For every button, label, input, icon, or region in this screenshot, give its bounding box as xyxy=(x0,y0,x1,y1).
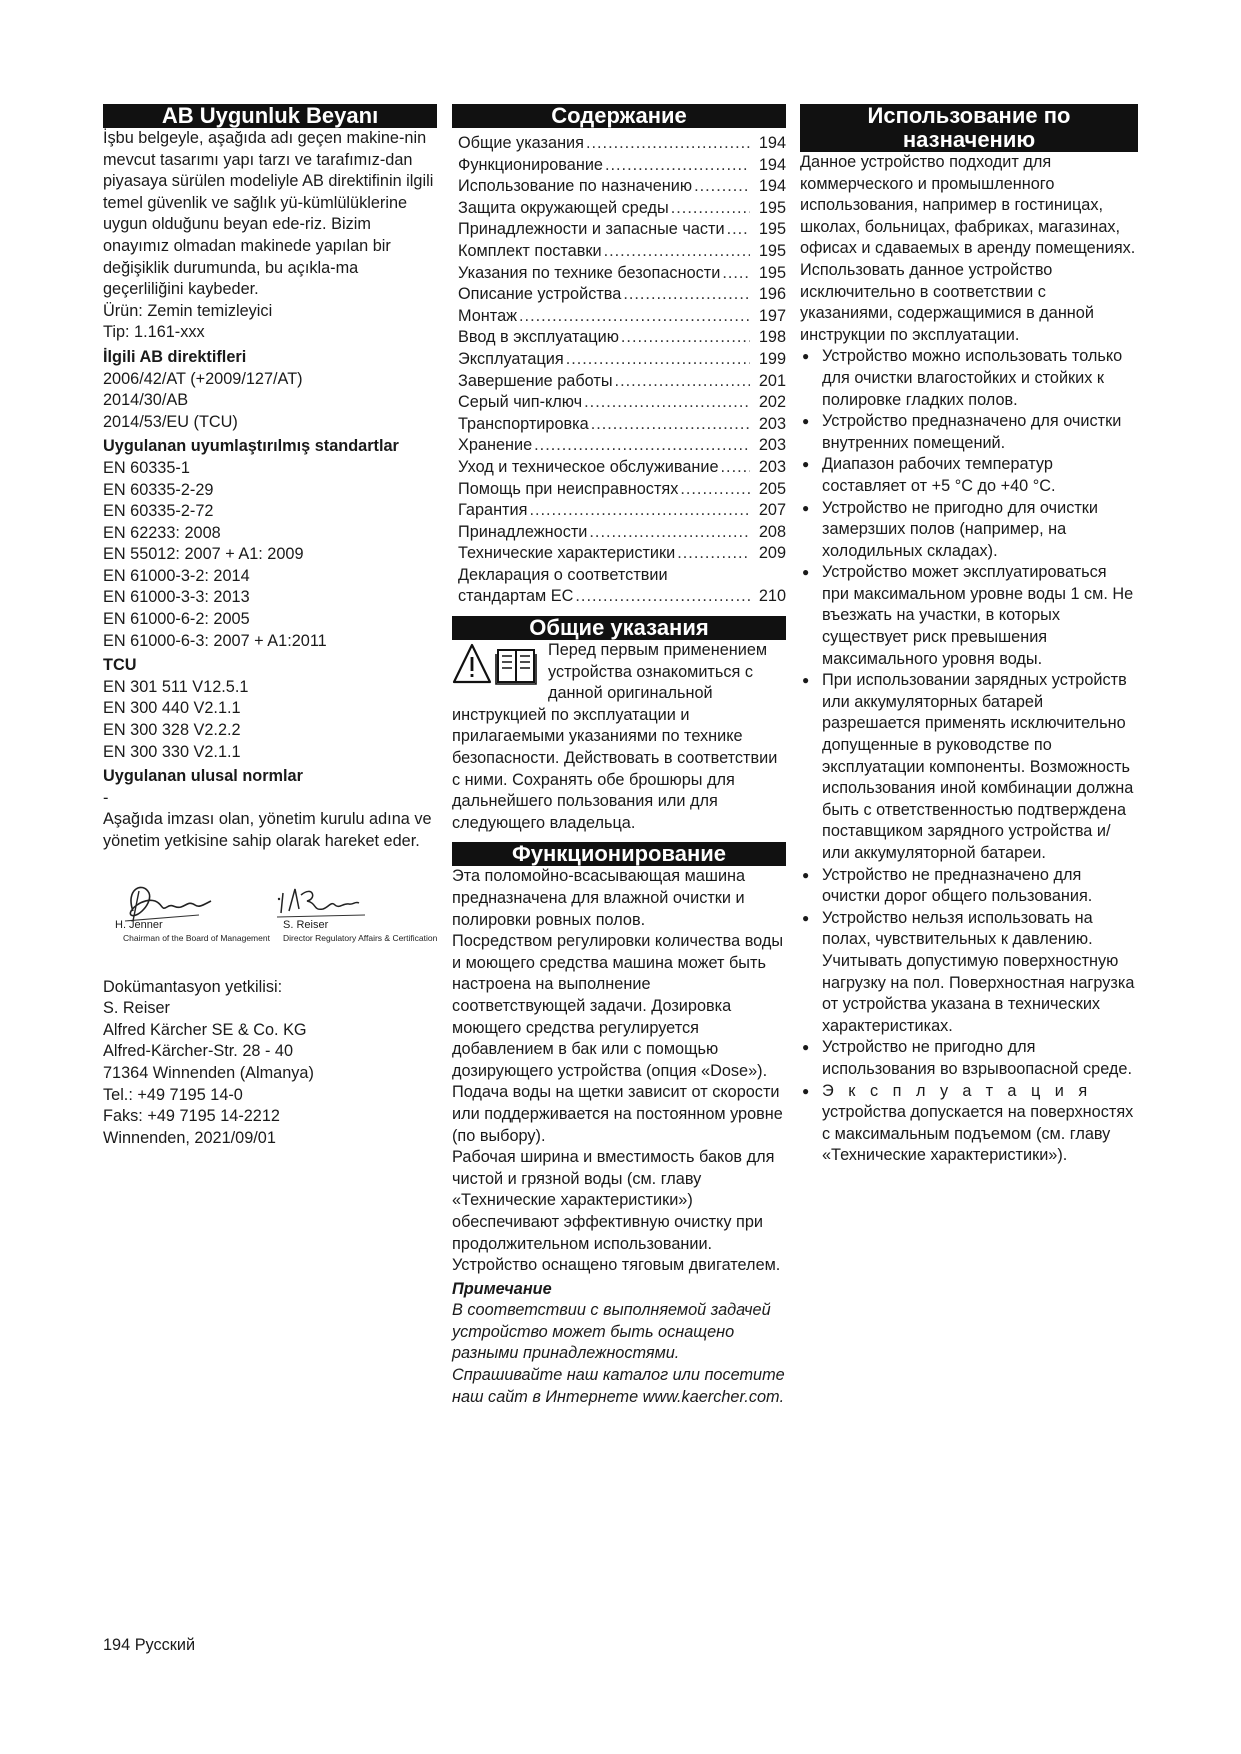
list-item: ● Устройство не предназначено для очистки дорог общего пользования. xyxy=(800,865,1138,908)
toc-leader xyxy=(671,198,750,220)
function-paragraph: Посредством регулировки количества воды и моющего средства машина может быть настроена на выполнение соответствующей задачи. Дозировка моющего средства регулируется добавлением в бак или с помощью дозирующего устройства (опция «Dose»). xyxy=(452,932,784,1080)
toc-entry[interactable] xyxy=(458,327,786,349)
general-header: Общие указания xyxy=(452,616,786,640)
toc-entry-page: 198 xyxy=(758,328,786,347)
toc-leader xyxy=(519,306,750,328)
toc-entry-title: Защита окружающей среды xyxy=(458,198,669,217)
warning-triangle-icon xyxy=(454,645,490,682)
toc-entry-title: Уход и техническое обслуживание xyxy=(458,457,719,476)
toc-entry-declaration[interactable] xyxy=(458,565,786,608)
national-title: Uygulanan ulusal normlar xyxy=(103,767,303,786)
standard-item: EN 61000-6-2: 2005 xyxy=(103,610,250,629)
toc-entry[interactable] xyxy=(458,371,786,393)
toc-entry-page: 207 xyxy=(758,501,786,520)
toc-entry-page: 201 xyxy=(758,371,786,390)
declaration-intro: İşbu belgeyle, aşağıda adı geçen makine-nin mevcut tasarımı yapı tarzı ve tarafımız-dan piyasaya sürülen modeliyle AB direktifinin ilgili temel güvenlik ve sağlık yü-kümlülüklerine uygun olduğunu beyan ede-riz. Bizim onayımız olmadan makinede yapılan bir değişiklik durumunda, bu açıkla-ma geçerliliğini kaybeder. xyxy=(103,129,434,299)
toc-leader xyxy=(591,414,750,436)
toc-leader xyxy=(575,586,750,608)
toc-entry-page: 195 xyxy=(758,220,786,239)
toc-entry-page: 208 xyxy=(758,522,786,541)
declaration-header: AB Uygunluk Beyanı xyxy=(103,104,437,128)
toc-entry[interactable] xyxy=(458,349,786,371)
list-item: ● Устройство можно использовать только для очистки влагостойких и стойких к полировке гладких полов. xyxy=(800,346,1138,411)
toc-entry-title: Принадлежности и запасные части xyxy=(458,220,725,239)
toc-entry[interactable] xyxy=(458,176,786,198)
toc-entry[interactable] xyxy=(458,198,786,220)
toc-leader xyxy=(604,241,750,263)
toc-leader xyxy=(721,457,750,479)
toc-entry[interactable] xyxy=(458,155,786,177)
signer1-title: Chairman of the Board of Management xyxy=(123,932,270,943)
table-of-contents xyxy=(458,133,786,565)
standard-item: EN 61000-3-3: 2013 xyxy=(103,588,250,607)
toc-entry-page: 197 xyxy=(758,306,786,325)
list-item: ● Устройство нельзя использовать на полах, чувствительных к давлению. Учитывать допустимую поверхностную нагрузку на пол. Поверхностная нагрузка от устройства указана в технических характеристиках. xyxy=(800,908,1138,1038)
toc-entry-title: Комплект поставки xyxy=(458,241,602,260)
doc-line: S. Reiser xyxy=(103,999,170,1018)
toc-leader xyxy=(529,500,750,522)
doc-line: Tel.: +49 7195 14-0 xyxy=(103,1085,243,1104)
doc-line: Dokümantasyon yetkilisi: xyxy=(103,977,283,996)
toc-leader xyxy=(677,543,750,565)
toc-entry-title: Описание устройства xyxy=(458,285,622,304)
note-text: В соответствии с выполняемой задачей устройство может быть оснащено разными принадлежностями. Спрашивайте наш каталог или посетите наш сайт в Интернете www.kaercher.com. xyxy=(452,1301,785,1406)
standard-item: EN 60335-1 xyxy=(103,458,190,477)
standard-item: EN 60335-2-72 xyxy=(103,502,214,521)
toc-entry[interactable] xyxy=(458,306,786,328)
toc-entry-page: 199 xyxy=(758,349,786,368)
general-text: Перед первым применением устройства ознакомиться с данной оригинальной инструкцией по эксплуатации и прилагаемыми указаниями по технике безопасности. Действовать в соответствии с ними. Сохранять обе брошюры для дальнейшего пользования или для следующего владельца. xyxy=(452,641,778,832)
toc-entry[interactable] xyxy=(458,241,786,263)
tcu-item: EN 300 440 V2.1.1 xyxy=(103,699,241,718)
list-item: ● Устройство не пригодно для очистки замерзших полов (например, на холодильных складах). xyxy=(800,498,1138,563)
toc-entry-title: Декларация о соответствии xyxy=(458,565,668,584)
toc-entry-title: Гарантия xyxy=(458,501,528,520)
tcu-item: EN 301 511 V12.5.1 xyxy=(103,677,249,696)
toc-entry-page: 202 xyxy=(758,393,786,412)
toc-entry-title: Серый чип-ключ xyxy=(458,393,583,412)
toc-entry[interactable] xyxy=(458,133,786,155)
intended-use-intro: Данное устройство подходит для коммерческого и промышленного использования, например в гостиницах, школах, больницах, фабриках, магазинах, офисах и сдаваемых в аренду помещениях. Использовать данное устройство исключительно в соответствии с указаниями, содержащимися в данной инструкции по эксплуатации. xyxy=(800,153,1136,344)
contents-column xyxy=(452,104,786,1408)
toc-entry-page: 203 xyxy=(758,457,786,476)
standard-item: EN 60335-2-29 xyxy=(103,480,214,499)
toc-leader xyxy=(722,263,750,285)
toc-entry-title: Транспортировка xyxy=(458,414,589,433)
list-item: ● Устройство предназначено для очистки внутренних помещений. xyxy=(800,411,1138,454)
page-footer: 194 Русский xyxy=(103,1636,196,1654)
list-item: ● Диапазон рабочих температур составляет от +5 °C до +40 °C. xyxy=(800,454,1138,497)
function-paragraph: Рабочая ширина и вместимость баков для чистой и грязной воды (см. главу «Технические характеристики») обеспечивают эффективную очистку при продолжительном использовании. xyxy=(452,1148,775,1253)
toc-entry-page: 194 xyxy=(758,134,786,152)
toc-entry-title: Использование по назначению xyxy=(458,177,693,196)
spaced-word: Эксплуатация xyxy=(822,1081,1102,1100)
toc-entry-page: 194 xyxy=(758,177,786,196)
toc-entry-page: 209 xyxy=(758,544,786,563)
toc-entry[interactable] xyxy=(458,457,786,479)
standard-item: EN 55012: 2007 + A1: 2009 xyxy=(103,545,304,564)
list-item-word: устройства xyxy=(822,1103,906,1122)
directive-item: 2014/30/AB xyxy=(103,391,189,410)
toc-leader xyxy=(589,522,750,544)
toc-leader xyxy=(621,327,750,349)
intended-use-header: Использование по назначению xyxy=(800,104,1138,152)
toc-leader xyxy=(566,349,750,371)
toc-leader xyxy=(694,176,750,198)
tcu-item: EN 300 330 V2.1.1 xyxy=(103,742,241,761)
signers-text: Aşağıda imzası olan, yönetim kurulu adına ve yönetim yetkisine sahip olarak hareket eder. xyxy=(103,810,432,850)
toc-entry-title: Технические характеристики xyxy=(458,544,676,563)
toc-entry-page: 194 xyxy=(758,155,786,174)
toc-entry-title: Завершение работы xyxy=(458,371,613,390)
signer1-name: H. Jenner xyxy=(115,918,163,931)
standards-title: Uygulanan uyumlaştırılmış standartlar xyxy=(103,437,399,456)
signature-block xyxy=(103,871,437,971)
list-item xyxy=(800,1081,1138,1167)
toc-entry[interactable] xyxy=(458,414,786,436)
toc-entry-title: Функционирование xyxy=(458,155,603,174)
toc-entry-title: стандартам ЕС xyxy=(458,587,574,606)
standard-item: EN 61000-3-2: 2014 xyxy=(103,566,250,585)
toc-entry[interactable] xyxy=(458,219,786,241)
toc-entry-page: 210 xyxy=(758,587,786,606)
declaration-column xyxy=(103,104,437,1149)
list-item-text: допускается на поверхностях с максимальным подъемом (см. главу «Технические характеристики»). xyxy=(822,1103,1134,1165)
toc-entry-page: 195 xyxy=(758,198,786,217)
doc-line: Alfred Kärcher SE & Co. KG xyxy=(103,1020,307,1039)
list-item: ● При использовании зарядных устройств или аккумуляторных батарей разрешается применять исключительно допущенные в руководстве по эксплуатации компоненты. Возможность использования иной комбинации должна быть с ответственностью подтверждена поставщиком зарядного устройства и/или аккумуляторной батареи. xyxy=(800,670,1138,864)
toc-entry-title: Общие указания xyxy=(458,134,584,152)
toc-entry-title: Эксплуатация xyxy=(458,349,564,368)
toc-header: Содержание xyxy=(452,104,786,128)
function-paragraph: Эта поломойно-всасывающая машина предназначена для влажной очистки и полировки ровных полов. xyxy=(452,867,746,929)
tcu-item: EN 300 328 V2.2.2 xyxy=(103,721,241,740)
toc-entry-page: 195 xyxy=(758,263,786,282)
product-line: Ürün: Zemin temizleyici xyxy=(103,301,273,320)
toc-entry[interactable] xyxy=(458,479,786,501)
toc-entry[interactable] xyxy=(458,543,786,565)
directive-item: 2014/53/EU (TCU) xyxy=(103,412,238,431)
toc-leader xyxy=(534,435,750,457)
toc-leader xyxy=(584,392,750,414)
toc-entry-page: 196 xyxy=(758,285,786,304)
national-value: - xyxy=(103,788,109,807)
toc-entry[interactable] xyxy=(458,392,786,414)
signer2-name: S. Reiser xyxy=(283,918,329,931)
general-section xyxy=(452,640,786,834)
toc-leader xyxy=(615,371,750,393)
directive-item: 2006/42/AT (+2009/127/AT) xyxy=(103,369,303,388)
manual-book-icon xyxy=(496,650,536,684)
toc-leader xyxy=(623,284,750,306)
toc-entry-title: Хранение xyxy=(458,436,533,455)
toc-entry-page: 203 xyxy=(758,436,786,455)
standard-item: EN 62233: 2008 xyxy=(103,523,221,542)
function-paragraph: Устройство оснащено тяговым двигателем. xyxy=(452,1256,781,1275)
toc-entry-title: Указания по технике безопасности xyxy=(458,263,721,282)
toc-entry-page: 195 xyxy=(758,241,786,260)
intended-use-list xyxy=(800,346,1138,1167)
intended-use-column xyxy=(800,104,1138,1167)
toc-entry[interactable] xyxy=(458,435,786,457)
function-paragraph: Подача воды на щетки зависит от скорости или поддерживается на постоянном уровне (по выбору). xyxy=(452,1083,783,1145)
note-title: Примечание xyxy=(452,1279,552,1298)
toc-entry[interactable] xyxy=(458,522,786,544)
toc-leader xyxy=(680,479,750,501)
doc-line: Winnenden, 2021/09/01 xyxy=(103,1128,276,1147)
toc-entry-title: Принадлежности xyxy=(458,522,588,541)
toc-leader xyxy=(727,219,750,241)
signer2-title: Director Regulatory Affairs & Certification xyxy=(283,932,438,943)
function-header: Функционирование xyxy=(452,842,786,866)
directives-title: İlgili AB direktifleri xyxy=(103,347,247,366)
doc-line: 71364 Winnenden (Almanya) xyxy=(103,1063,314,1082)
toc-entry[interactable] xyxy=(458,284,786,306)
toc-entry-title: Помощь при неисправностях xyxy=(458,479,679,498)
toc-entry-title: Ввод в эксплуатацию xyxy=(458,328,619,347)
toc-leader xyxy=(586,133,750,155)
doc-line: Alfred-Kärcher-Str. 28 - 40 xyxy=(103,1042,294,1061)
list-item: ● Устройство может эксплуатироваться при максимальном уровне воды 1 см. Не въезжать на участки, в которых существует риск превышения максимального уровня воды. xyxy=(800,562,1138,670)
standard-item: EN 61000-6-3: 2007 + A1:2011 xyxy=(103,631,327,650)
toc-leader xyxy=(605,155,750,177)
toc-entry-page: 205 xyxy=(758,479,786,498)
toc-entry[interactable] xyxy=(458,500,786,522)
type-line: Tip: 1.161-xxx xyxy=(103,323,205,342)
toc-entry[interactable] xyxy=(458,263,786,285)
warning-manual-icons xyxy=(452,642,544,686)
toc-entry-title: Монтаж xyxy=(458,306,518,325)
list-item: ● Устройство не пригодно для использования во взрывоопасной среде. xyxy=(800,1037,1138,1080)
doc-line: Faks: +49 7195 14-2212 xyxy=(103,1107,280,1126)
tcu-title: TCU xyxy=(103,656,137,675)
toc-entry-page: 203 xyxy=(758,414,786,433)
